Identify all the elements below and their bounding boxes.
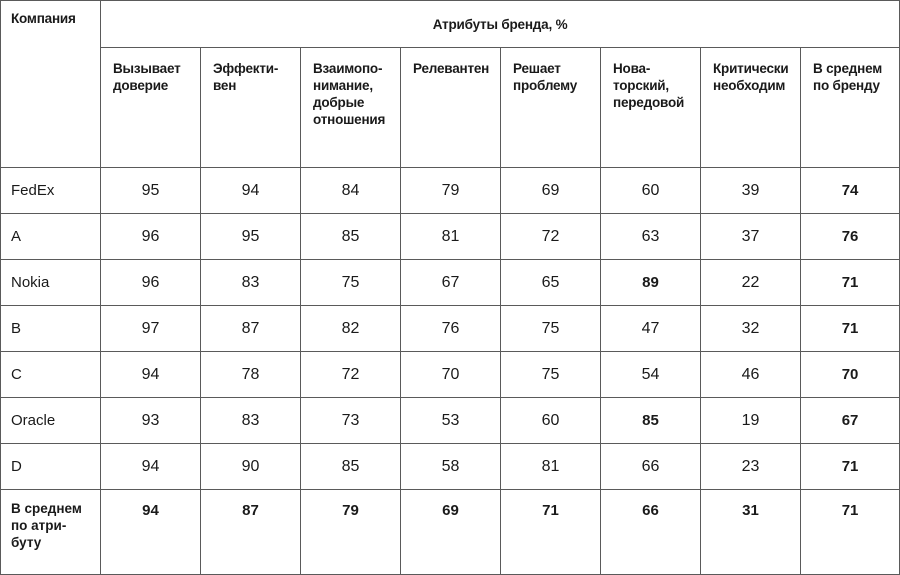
table-cell: 69 xyxy=(501,168,601,214)
table-cell: 19 xyxy=(701,398,801,444)
table-cell: 95 xyxy=(101,168,201,214)
column-header-innovative: Нова- торский, передовой xyxy=(601,48,701,168)
table-cell: 71 xyxy=(801,444,900,490)
table-cell: 85 xyxy=(301,444,401,490)
company-name: C xyxy=(1,352,101,398)
table-cell: 32 xyxy=(701,306,801,352)
table-cell: 94 xyxy=(101,352,201,398)
table-cell: 83 xyxy=(201,398,301,444)
average-cell: 66 xyxy=(601,490,701,575)
table-cell: 87 xyxy=(201,306,301,352)
column-header-critical: Критически необходим xyxy=(701,48,801,168)
table-cell: 60 xyxy=(601,168,701,214)
table-cell: 70 xyxy=(401,352,501,398)
average-cell: 71 xyxy=(801,490,900,575)
table-cell: 67 xyxy=(401,260,501,306)
table-body xyxy=(1,168,900,575)
column-header-trust: Вызывает доверие xyxy=(101,48,201,168)
average-cell: 94 xyxy=(101,490,201,575)
table-cell: 96 xyxy=(101,260,201,306)
table-cell: 81 xyxy=(401,214,501,260)
table-row xyxy=(1,352,900,398)
table-row xyxy=(1,214,900,260)
table-cell: 75 xyxy=(301,260,401,306)
table-cell: 75 xyxy=(501,306,601,352)
column-header-effective: Эффекти- вен xyxy=(201,48,301,168)
table-cell: 58 xyxy=(401,444,501,490)
average-cell: 69 xyxy=(401,490,501,575)
column-header-understanding: Взаимопо- нимание, добрые отношения xyxy=(301,48,401,168)
table-cell: 84 xyxy=(301,168,401,214)
table-cell: 85 xyxy=(301,214,401,260)
table-cell: 72 xyxy=(501,214,601,260)
table-row xyxy=(1,444,900,490)
table-row xyxy=(1,260,900,306)
column-header-brand-average: В среднем по бренду xyxy=(801,48,900,168)
table-cell: 70 xyxy=(801,352,900,398)
table-cell: 53 xyxy=(401,398,501,444)
table-cell: 75 xyxy=(501,352,601,398)
company-name: D xyxy=(1,444,101,490)
table-cell: 54 xyxy=(601,352,701,398)
table-row xyxy=(1,168,900,214)
table-cell: 74 xyxy=(801,168,900,214)
table-cell: 93 xyxy=(101,398,201,444)
table-cell: 22 xyxy=(701,260,801,306)
table-cell: 37 xyxy=(701,214,801,260)
table-cell: 82 xyxy=(301,306,401,352)
table-cell: 78 xyxy=(201,352,301,398)
table-cell: 94 xyxy=(101,444,201,490)
table-row xyxy=(1,398,900,444)
table-cell: 90 xyxy=(201,444,301,490)
column-header-solves-problem: Решает проблему xyxy=(501,48,601,168)
average-cell: 87 xyxy=(201,490,301,575)
table-cell: 94 xyxy=(201,168,301,214)
company-name: Oracle xyxy=(1,398,101,444)
company-column-header: Компания xyxy=(1,1,101,168)
table-cell: 96 xyxy=(101,214,201,260)
table-cell: 97 xyxy=(101,306,201,352)
average-cell: 71 xyxy=(501,490,601,575)
column-header-relevant: Релевантен xyxy=(401,48,501,168)
table-cell: 81 xyxy=(501,444,601,490)
table-cell: 79 xyxy=(401,168,501,214)
table-cell: 39 xyxy=(701,168,801,214)
table-cell: 71 xyxy=(801,306,900,352)
average-row xyxy=(1,490,900,575)
company-name: FedEx xyxy=(1,168,101,214)
table-row xyxy=(1,306,900,352)
table-cell: 60 xyxy=(501,398,601,444)
table-cell: 76 xyxy=(801,214,900,260)
brand-attributes-group-header: Атрибуты бренда, % xyxy=(101,1,900,48)
table-cell: 85 xyxy=(601,398,701,444)
table-cell: 66 xyxy=(601,444,701,490)
table-cell: 47 xyxy=(601,306,701,352)
table-cell: 89 xyxy=(601,260,701,306)
table-cell: 83 xyxy=(201,260,301,306)
table-cell: 63 xyxy=(601,214,701,260)
company-name: B xyxy=(1,306,101,352)
table-cell: 65 xyxy=(501,260,601,306)
company-name: Nokia xyxy=(1,260,101,306)
table-cell: 76 xyxy=(401,306,501,352)
table-cell: 71 xyxy=(801,260,900,306)
table-cell: 72 xyxy=(301,352,401,398)
table-cell: 46 xyxy=(701,352,801,398)
average-row-label: В среднем по атри- буту xyxy=(1,490,101,575)
company-name: A xyxy=(1,214,101,260)
table-cell: 23 xyxy=(701,444,801,490)
average-cell: 31 xyxy=(701,490,801,575)
average-cell: 79 xyxy=(301,490,401,575)
table-cell: 73 xyxy=(301,398,401,444)
table-cell: 95 xyxy=(201,214,301,260)
table-cell: 67 xyxy=(801,398,900,444)
